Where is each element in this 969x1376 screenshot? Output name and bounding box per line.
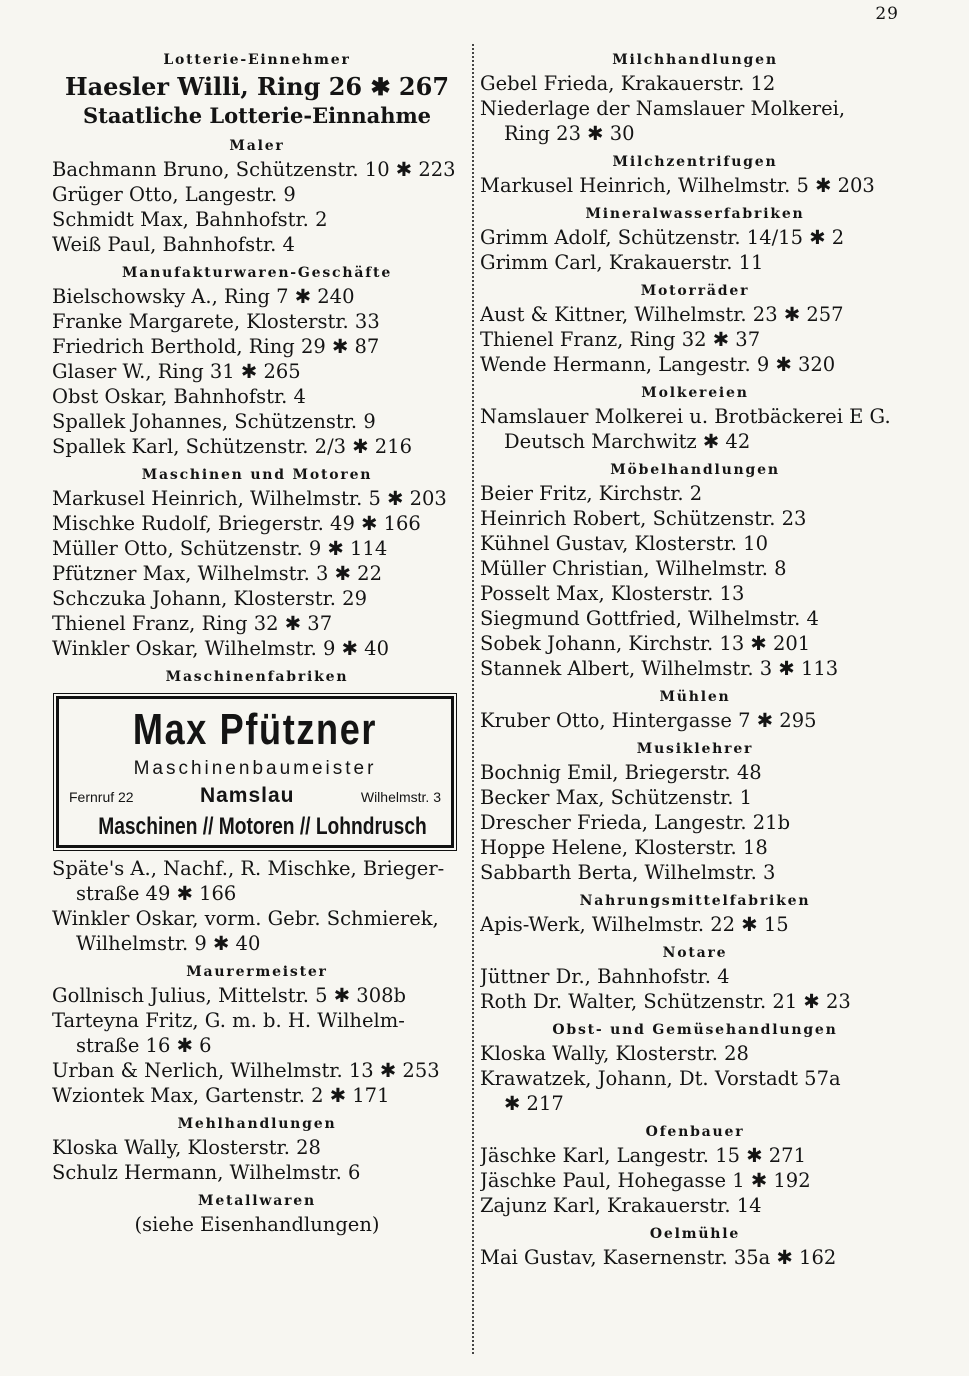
lottery-subtitle: Staatliche Lotterie-Einnahme xyxy=(82,103,432,128)
section-heading: Obst- und Gemüsehandlungen xyxy=(552,1022,838,1038)
section-heading: Oelmühle xyxy=(649,1226,741,1242)
list-item-continuation: Deutsch Marchwitz ✱ 42 xyxy=(504,430,751,453)
list-item: (siehe Eisenhandlungen) xyxy=(134,1213,380,1236)
section-heading: Mineralwasserfabriken xyxy=(585,206,805,222)
list-item: Friedrich Berthold, Ring 29 ✱ 87 xyxy=(52,335,380,358)
list-item: Drescher Frieda, Langestr. 21b xyxy=(480,811,791,834)
list-item-continuation: straße 16 ✱ 6 xyxy=(76,1034,212,1057)
section-maschinen-motoren xyxy=(52,464,462,661)
ad-slogan: Maschinen // Motoren // Lohndrusch xyxy=(98,813,427,840)
section-molkereien xyxy=(480,382,910,454)
ad-street: Wilhelmstr. 3 xyxy=(360,789,441,805)
list-item: Kloska Wally, Klosterstr. 28 xyxy=(52,1136,321,1159)
section-heading: Ofenbauer xyxy=(645,1124,745,1140)
section-manufakturwaren xyxy=(52,262,462,459)
list-item: Obst Oskar, Bahnhofstr. 4 xyxy=(52,385,306,408)
section-ofenbauer xyxy=(480,1121,910,1218)
list-item: Späte's A., Nachf., R. Mischke, Brieger- xyxy=(52,857,445,880)
list-item: Jüttner Dr., Bahnhofstr. 4 xyxy=(480,965,730,988)
section-musiklehrer xyxy=(480,738,910,885)
list-item: Winkler Oskar, vorm. Gebr. Schmierek, xyxy=(52,907,439,930)
list-item: Mai Gustav, Kasernenstr. 35a ✱ 162 xyxy=(480,1246,837,1269)
list-item: Heinrich Robert, Schützenstr. 23 xyxy=(480,507,807,530)
section-nahrungsmittelfabriken xyxy=(480,890,910,937)
list-item-continuation: ✱ 217 xyxy=(504,1092,564,1115)
list-item: Gollnisch Julius, Mittelstr. 5 ✱ 308b xyxy=(52,984,406,1007)
ad-phone: Fernruf 22 xyxy=(69,789,134,805)
section-maurermeister xyxy=(52,961,462,1108)
list-item: Kruber Otto, Hintergasse 7 ✱ 295 xyxy=(480,709,817,732)
list-item: Weiß Paul, Bahnhofstr. 4 xyxy=(52,233,295,256)
section-heading: Notare xyxy=(662,945,728,961)
list-item: Mischke Rudolf, Briegerstr. 49 ✱ 166 xyxy=(52,512,421,535)
list-item-continuation: straße 49 ✱ 166 xyxy=(76,882,237,905)
list-item: Niederlage der Namslauer Molkerei, xyxy=(480,97,846,120)
list-item: Gebel Frieda, Krakauerstr. 12 xyxy=(480,72,776,95)
list-item: Grüger Otto, Langestr. 9 xyxy=(52,183,296,206)
list-item: Müller Christian, Wilhelmstr. 8 xyxy=(480,557,787,580)
list-item: Stannek Albert, Wilhelmstr. 3 ✱ 113 xyxy=(480,657,839,680)
list-item: Sabbarth Berta, Wilhelmstr. 3 xyxy=(480,861,776,884)
list-item: Urban & Nerlich, Wilhelmstr. 13 ✱ 253 xyxy=(52,1059,440,1082)
list-item: Apis-Werk, Wilhelmstr. 22 ✱ 15 xyxy=(480,913,789,936)
list-item: Namslauer Molkerei u. Brotbäckerei E G. xyxy=(480,405,891,428)
list-item: Müller Otto, Schützenstr. 9 ✱ 114 xyxy=(52,537,388,560)
list-item: Becker Max, Schützenstr. 1 xyxy=(480,786,753,809)
section-mehlhandlungen xyxy=(52,1113,462,1185)
list-item: Siegmund Gottfried, Wilhelmstr. 4 xyxy=(480,607,819,630)
list-item: Aust & Kittner, Wilhelmstr. 23 ✱ 257 xyxy=(480,303,844,326)
ad-title: Maschinenbaumeister xyxy=(133,758,377,779)
section-mineralwasserfabriken xyxy=(480,203,910,275)
ad-contact-row xyxy=(59,781,451,812)
section-muehlen xyxy=(480,686,910,733)
list-item: Pfützner Max, Wilhelmstr. 3 ✱ 22 xyxy=(52,562,382,585)
section-obst-gemuese xyxy=(480,1019,910,1116)
section-heading: Maurermeister xyxy=(186,964,328,980)
list-item: Kloska Wally, Klosterstr. 28 xyxy=(480,1042,749,1065)
section-milchhandlungen xyxy=(480,49,910,146)
section-heading: Mehlhandlungen xyxy=(177,1116,337,1132)
column-divider xyxy=(472,44,474,1354)
list-item: Franke Margarete, Klosterstr. 33 xyxy=(52,310,380,333)
section-heading: Metallwaren xyxy=(198,1193,316,1209)
list-item: Kühnel Gustav, Klosterstr. 10 xyxy=(480,532,768,555)
section-motorraeder xyxy=(480,280,910,377)
list-item: Bachmann Bruno, Schützenstr. 10 ✱ 223 xyxy=(52,158,456,181)
list-item: Beier Fritz, Kirchstr. 2 xyxy=(480,482,703,505)
section-heading: Mühlen xyxy=(659,689,731,705)
list-item: Wziontek Max, Gartenstr. 2 ✱ 171 xyxy=(52,1084,390,1107)
section-maschinenfabriken xyxy=(52,666,462,956)
list-item: Grimm Carl, Krakauerstr. 11 xyxy=(480,251,764,274)
list-item: Bochnig Emil, Briegerstr. 48 xyxy=(480,761,762,784)
list-item: Spallek Karl, Schützenstr. 2/3 ✱ 216 xyxy=(52,435,413,458)
list-item: Schczuka Johann, Klosterstr. 29 xyxy=(52,587,367,610)
list-item: Schulz Hermann, Wilhelmstr. 6 xyxy=(52,1161,361,1184)
section-heading: Nahrungsmittelfabriken xyxy=(579,893,811,909)
section-heading: Maschinenfabriken xyxy=(165,669,349,685)
section-metallwaren xyxy=(52,1190,462,1237)
list-item: Thienel Franz, Ring 32 ✱ 37 xyxy=(52,612,333,635)
ad-company-name: Max Pfützner xyxy=(132,705,378,754)
section-maler xyxy=(52,135,462,257)
list-item: Sobek Johann, Kirchstr. 13 ✱ 201 xyxy=(480,632,811,655)
section-heading: Lotterie-Einnehmer xyxy=(163,52,351,68)
list-item: Wende Hermann, Langestr. 9 ✱ 320 xyxy=(480,353,836,376)
section-heading: Manufakturwaren-Geschäfte xyxy=(121,265,393,281)
section-heading: Molkereien xyxy=(641,385,749,401)
section-heading: Musiklehrer xyxy=(636,741,754,757)
left-column xyxy=(52,44,462,1237)
list-item: Krawatzek, Johann, Dt. Vorstadt 57a xyxy=(480,1067,841,1090)
list-item-continuation: Wilhelmstr. 9 ✱ 40 xyxy=(76,932,261,955)
list-item: Posselt Max, Klosterstr. 13 xyxy=(480,582,745,605)
section-milchzentrifugen xyxy=(480,151,910,198)
list-item: Bielschowsky A., Ring 7 ✱ 240 xyxy=(52,285,355,308)
list-item: Zajunz Karl, Krakauerstr. 14 xyxy=(480,1194,762,1217)
right-column xyxy=(480,44,910,1270)
section-heading: Milchhandlungen xyxy=(612,52,778,68)
section-heading: Maschinen und Motoren xyxy=(141,467,373,483)
list-item: Winkler Oskar, Wilhelmstr. 9 ✱ 40 xyxy=(52,637,389,660)
advertisement-box xyxy=(56,696,454,848)
section-heading: Maler xyxy=(229,138,285,154)
list-item-continuation: Ring 23 ✱ 30 xyxy=(504,122,635,145)
list-item: Roth Dr. Walter, Schützenstr. 21 ✱ 23 xyxy=(480,990,851,1013)
section-lotterie xyxy=(52,49,462,130)
section-moebelhandlungen xyxy=(480,459,910,681)
list-item: Hoppe Helene, Klosterstr. 18 xyxy=(480,836,768,859)
section-heading: Möbelhandlungen xyxy=(610,462,780,478)
list-item: Jäschke Karl, Langestr. 15 ✱ 271 xyxy=(480,1144,806,1167)
list-item: Tarteyna Fritz, G. m. b. H. Wilhelm- xyxy=(52,1009,405,1032)
page-number: 29 xyxy=(875,4,899,24)
list-item: Schmidt Max, Bahnhofstr. 2 xyxy=(52,208,328,231)
list-item: Jäschke Paul, Hohegasse 1 ✱ 192 xyxy=(480,1169,811,1192)
section-heading: Motorräder xyxy=(640,283,750,299)
section-heading: Milchzentrifugen xyxy=(612,154,778,170)
list-item: Spallek Johannes, Schützenstr. 9 xyxy=(52,410,376,433)
list-item: Grimm Adolf, Schützenstr. 14/15 ✱ 2 xyxy=(480,226,845,249)
section-notare xyxy=(480,942,910,1014)
ad-town: Namslau xyxy=(199,784,295,807)
list-item: Markusel Heinrich, Wilhelmstr. 5 ✱ 203 xyxy=(52,487,447,510)
list-item: Thienel Franz, Ring 32 ✱ 37 xyxy=(480,328,761,351)
list-item: Markusel Heinrich, Wilhelmstr. 5 ✱ 203 xyxy=(480,174,875,197)
lottery-entry: Haesler Willi, Ring 26 ✱ 267 xyxy=(64,72,450,101)
section-oelmuehle xyxy=(480,1223,910,1270)
list-item: Glaser W., Ring 31 ✱ 265 xyxy=(52,360,301,383)
